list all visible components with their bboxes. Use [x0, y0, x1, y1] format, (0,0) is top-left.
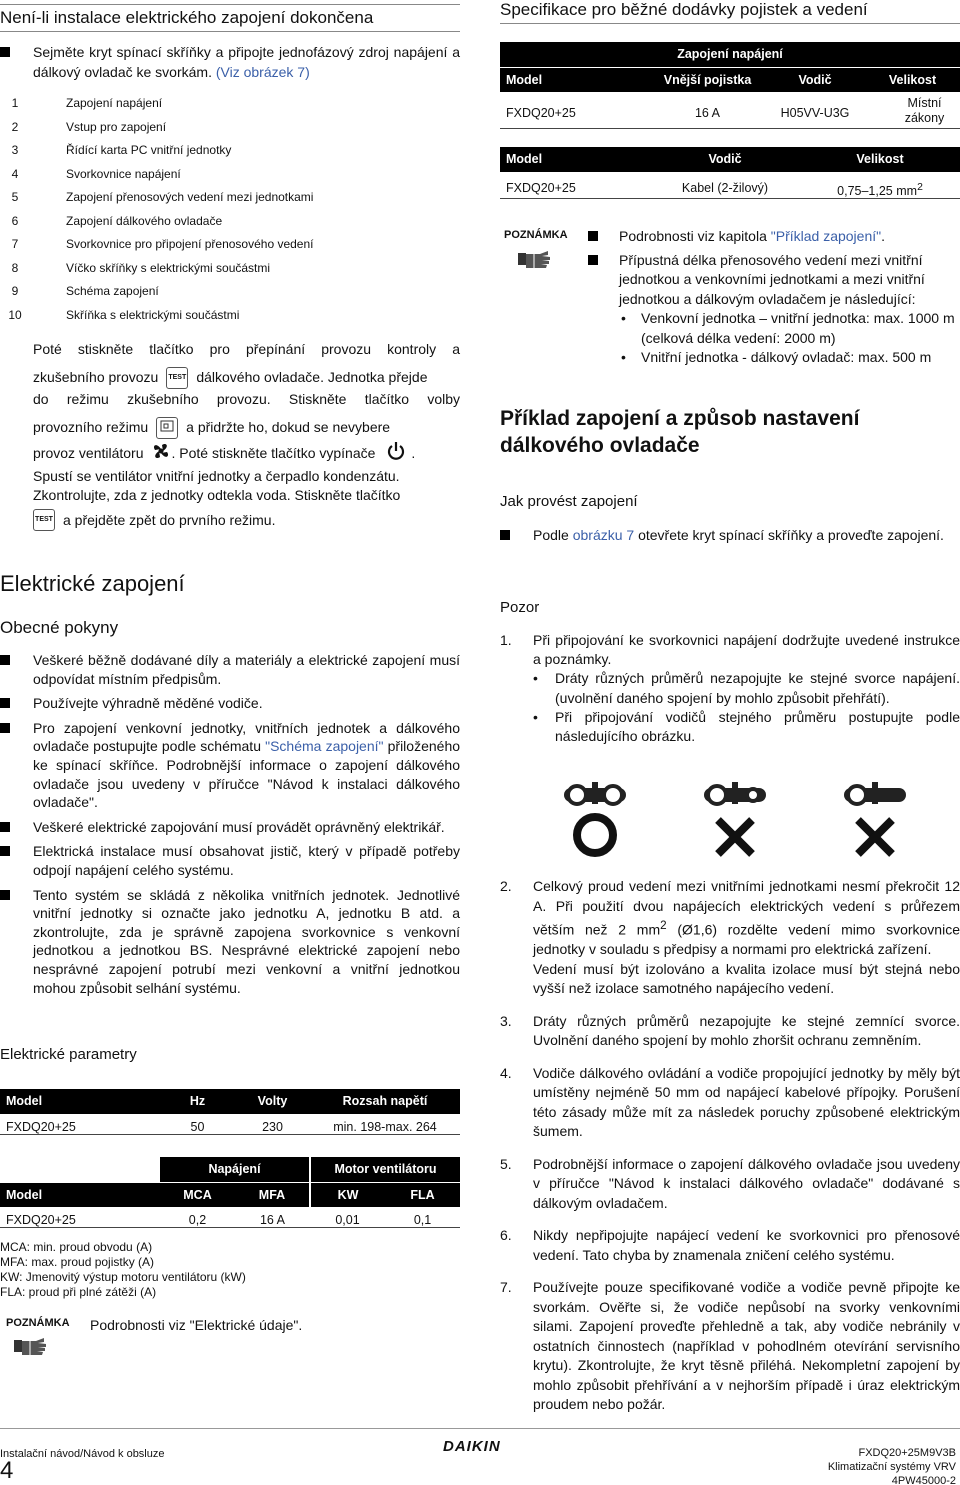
left-column — [0, 0, 461, 1333]
legend-item: Řídící karta PC vnitřní jednotky — [66, 143, 232, 157]
table-header: Model — [0, 1089, 160, 1114]
steps-ordered-list — [500, 877, 960, 1415]
table-group-header: Motor ventilátoru — [310, 1157, 460, 1182]
para-text: provozního režimu — [33, 419, 149, 436]
table-cell: Kabel (2-žilový) — [681, 180, 769, 195]
bullet-text: Podle — [533, 527, 569, 543]
para-text: zkušebního provozu — [33, 369, 159, 386]
bullet-dot: • — [621, 349, 626, 365]
general-heading: Obecné pokyny — [0, 618, 119, 637]
step-text: Podrobnější informace o zapojení dálkového ovladače jsou uvedeny v příručce "Návod k instalaci dálkového ovladače" dodávané s dálkovým ovladačem. — [533, 1155, 960, 1211]
title-rule — [500, 23, 960, 24]
step-item — [500, 1012, 960, 1051]
legend-number: 7 — [11, 237, 19, 251]
table-cell: 0,2 — [188, 1213, 207, 1227]
step-item — [500, 1155, 960, 1214]
sub-bullet — [619, 309, 960, 348]
bullet-square — [588, 231, 598, 241]
legend-number: 8 — [11, 260, 19, 275]
bullet-text: Elektrická instalace musí obsahovat jistič, který v případě potřeby odpojí napájení celého systému. — [33, 843, 460, 878]
bullet-text: Tento systém se skládá z několika vnitřních jednotek. Jednotlivé vnitřní jednotky si označte jako jednotku A, jednotku B atd. a zkontrolujte, zda je správně zapojena svorkovnice s venkovní jednotkou a jednotkou BS. Nesprávné elektrické zapojení nebo nesprávné zapojení potrubí mezi venkovní a vnitřní jednotkou mohou způsobit selhání systému. — [33, 886, 460, 996]
para-line: Spustí se ventilátor vnitřní jednotky a čerpadlo kondenzátu. — [33, 468, 400, 484]
bullet-item — [588, 227, 960, 247]
step-text: Celkový proud vedení mezi vnitřními jednotkami nesmí překročit 12 A. Při použití dvou napájecích elektrických vedení s průřezem větším než 2 mm — [533, 878, 960, 938]
step-number: 6. — [500, 1227, 512, 1244]
table-cell: 230 — [262, 1119, 283, 1134]
legend-number: 2 — [11, 119, 19, 134]
table-header-row — [500, 67, 960, 92]
bullet-text: Podrobnosti viz kapitola — [619, 228, 767, 244]
sub-bullet — [533, 669, 960, 707]
table-group-header: Zapojení napájení — [500, 42, 960, 67]
terminal-diagram-correct — [560, 780, 630, 864]
legend-number: 10 — [8, 307, 22, 322]
para-text: a přidržte ho, dokud se nevybere — [186, 419, 391, 436]
step-text: Dráty různých průměrů nezapojujte ke stejné zemnící svorce. Uvolnění daného spojení by mohlo zhoršit ochranu zemněním. — [533, 1012, 960, 1049]
step-item — [500, 1278, 960, 1415]
bullet-dot: • — [533, 670, 538, 687]
terminal-diagram-wrong-2 — [840, 780, 910, 864]
daikin-logo: DAIKIN — [443, 1438, 501, 1455]
bullet-square — [0, 846, 10, 856]
table-header-row — [0, 1089, 460, 1114]
para-text: dálkového ovladače. Jednotka přejde — [196, 369, 428, 386]
bullet-text: otevřete kryt spínací skříňky a proveďte zapojení. — [638, 527, 944, 543]
table-cell: Místní zákony — [904, 96, 945, 125]
general-bullets — [0, 651, 460, 997]
step-number: 7. — [500, 1279, 512, 1296]
figure-link[interactable]: obrázku 7 — [572, 527, 635, 543]
bullet-item — [0, 719, 460, 812]
para-line — [33, 440, 460, 467]
params-heading: Elektrické parametry — [0, 1046, 137, 1063]
legend-number: 1 — [11, 96, 19, 110]
power-table — [0, 1157, 460, 1234]
table-cell: 0,1 — [413, 1213, 432, 1227]
test-button-icon — [166, 367, 188, 389]
para-line — [33, 505, 460, 535]
test-icon-label: TEST — [168, 373, 187, 381]
bullet-text: Veškeré elektrické zapojování musí provádět oprávněný elektrikář. — [33, 818, 445, 835]
electrical-heading: Elektrické zapojení — [0, 571, 185, 596]
bullet-text: Přípustná délka přenosového vedení mezi vnitřní jednotkou a venkovními jednotkami a mezi vnitřní jednotkou a dálkovým ovladačem je následující: — [619, 251, 925, 307]
intro-text: Sejměte kryt spínací skříňky a připojte jednofázový zdroj napájení a dálkový ovladač ke svorkám. — [33, 44, 460, 80]
step-text: Při připojování ke svorkovnici napájení dodržujte uvedené instrukce a poznámky. — [533, 632, 960, 668]
legend-item: Zapojení napájení — [66, 96, 163, 110]
superscript: 2 — [917, 181, 923, 193]
table-cell: 0,01 — [335, 1213, 360, 1227]
bullet-dot: • — [533, 708, 538, 725]
table-cell: FXDQ20+25 — [506, 180, 576, 195]
cable-table — [500, 147, 960, 204]
abbr-line: MFA: max. proud pojistky (A) — [0, 1255, 155, 1269]
bullet-item — [0, 842, 460, 879]
title-rule — [0, 31, 460, 32]
legend-number: 6 — [11, 213, 19, 228]
step-item — [500, 631, 960, 746]
mode-select-icon — [156, 417, 178, 439]
table-cell: FXDQ20+25 — [6, 1119, 76, 1134]
bullet-item — [0, 694, 460, 713]
steps-list — [500, 877, 960, 1428]
sub-text: Vnitřní jednotka - dálkový ovladač: max. 500 m — [641, 349, 932, 365]
table-header: Model — [500, 147, 650, 172]
big-heading: Příklad zapojení a způsob nastavení dálkového ovladače — [500, 407, 860, 458]
table-cell: 16 A — [694, 106, 721, 121]
table-cell: 16 A — [259, 1213, 286, 1227]
legend-number: 3 — [11, 143, 19, 157]
table-header: Volty — [235, 1089, 310, 1114]
fuse-table — [500, 42, 960, 130]
bullet-square — [0, 698, 10, 708]
para-text: provoz ventilátoru — [33, 445, 144, 462]
bullet-text: Používejte výhradně měděné vodiče. — [33, 695, 263, 712]
step-1 — [500, 631, 960, 746]
sub-bullet — [533, 708, 960, 746]
bullet-dot: • — [621, 310, 626, 326]
legend-item: Skříňka s elektrickými součástmi — [66, 307, 240, 322]
example-link[interactable]: "Příklad zapojení" — [770, 228, 882, 244]
table-header: Vnější pojistka — [650, 67, 765, 92]
table-cell: FXDQ20+25 — [506, 106, 576, 121]
bullet-item — [0, 886, 460, 998]
table-header: Vodič — [650, 147, 800, 172]
abbr-line: FLA: proud při plné zátěži (A) — [0, 1285, 157, 1299]
para-text: . — [411, 445, 416, 462]
bullet-text: Pro zapojení venkovní jednotky, vnitřních jednotek a dálkového ovladače postupujte podle schématu — [33, 719, 460, 755]
sub-text: Venkovní jednotka – vnitřní jednotka: max. 1000 m (celková délka vedení: 2000 m) — [641, 310, 955, 346]
table-header: Model — [0, 1182, 160, 1207]
table-header: FLA — [385, 1182, 460, 1207]
legend-number: 5 — [11, 190, 19, 204]
para-line: Zkontrolujte, zda z jednotky odtekla voda. Stiskněte tlačítko — [33, 487, 401, 503]
abbr-line: MCA: min. proud obvodu (A) — [0, 1240, 153, 1254]
step-number: 3. — [500, 1012, 512, 1029]
test-button-icon — [33, 509, 55, 531]
table-row — [500, 172, 960, 205]
step-text: Vodiče dálkového ovládání a vodiče propojující jednotky by měly být umístěny nejméně 50 mm od napájecí kabelové přípojky. Porušení této zásady může mít za následek poruchy způsobené elektrickým šumem. — [533, 1064, 960, 1140]
bullet-text: přiloženého ke spínací skříňce. Podrobnější informace o zapojení dálkového ovladače jsou uvedeny v příručce "Návod k instalaci dálkového ovladače". — [33, 738, 461, 811]
footer-rule — [0, 1428, 960, 1429]
table-cell: FXDQ20+25 — [6, 1213, 76, 1227]
test-icon-label: TEST — [35, 516, 53, 523]
sub-bullet — [619, 348, 960, 368]
superscript: 2 — [660, 919, 667, 932]
para-line: Poté stiskněte tlačítko pro přepínání provozu kontroly a — [33, 341, 460, 357]
table-header-row — [0, 1182, 460, 1207]
legend-item: Zapojení dálkového ovladače — [66, 213, 223, 228]
power-icon — [385, 440, 407, 466]
para-text: . Poté stiskněte tlačítko vypínače — [171, 445, 376, 462]
table-row — [0, 1114, 460, 1141]
table-header: Velikost — [800, 147, 960, 172]
note-text: Podrobnosti viz "Elektrické údaje". — [90, 1317, 303, 1333]
para-text: a přejděte zpět do prvního režimu. — [63, 511, 276, 528]
table-header: MFA — [235, 1182, 310, 1207]
page-number: 4 — [0, 1457, 14, 1484]
bullet-item — [0, 818, 460, 837]
table-cell: min. 198-max. 264 — [333, 1119, 437, 1134]
bullet-item — [588, 251, 960, 368]
legend-item: Vstup pro zapojení — [66, 119, 167, 134]
step-text: Používejte pouze specifikované vodiče a vodiče pevně připojte ke svorkám. Ověřte si, že vodiče nepůsobí na svorky venkovními silami. Zapojení proveďte přehledně a tak, aby vodiče nebránily v ostatních činnostech (například v pohodlném otevírání servisního krytu). Zkontrolujte, že kryt těsně přiléhá. Nekompletní zapojení by mohlo způsobit přehřívání a v nejhorším případě i úraz elektrickým proudem nebo požár. — [533, 1279, 960, 1413]
step-text: Nikdy nepřipojujte napájecí vedení ke svorkovnici pro přenosové vedení. Tato chyba by znamenala zničení celého systému. — [533, 1227, 960, 1263]
legend-item: Víčko skříňky s elektrickými součástmi — [66, 260, 271, 275]
bullet-square — [0, 723, 10, 733]
test-run-paragraph — [33, 340, 460, 535]
bullet-square — [500, 530, 510, 540]
table-header: Vodič — [765, 67, 865, 92]
step-item — [500, 1226, 960, 1265]
table-group-header: Napájení — [160, 1157, 310, 1182]
step-number: 2. — [500, 878, 512, 894]
step-item — [500, 877, 960, 999]
note-label: POZNÁMKA — [6, 1317, 70, 1329]
how-heading: Jak provést zapojení — [500, 493, 638, 510]
terminal-diagram-wrong-1 — [700, 780, 770, 864]
top-rule — [0, 4, 460, 5]
legend-number: 4 — [11, 166, 19, 181]
step-item — [500, 1064, 960, 1142]
table-group-row — [500, 42, 960, 67]
bullet-text: . — [881, 228, 885, 244]
table-rule — [0, 1134, 460, 1135]
table-rule — [500, 128, 960, 129]
legend-item: Zapojení přenosových vedení mezi jednotkami — [66, 190, 314, 204]
table-header: Model — [500, 67, 650, 92]
electrical-params-table — [0, 1089, 460, 1140]
step-text: (Ø1,6) rozdělte vedení mimo svorkovnice jednotky v souladu s předpisy a normami pro elektrická zařízení. — [533, 921, 960, 958]
legend-item: Svorkovnice napájení — [66, 166, 181, 181]
bullet-item — [0, 651, 460, 688]
table-header: Hz — [160, 1089, 235, 1114]
table-group-row — [0, 1157, 460, 1182]
table-header: MCA — [160, 1182, 235, 1207]
legend-number: 9 — [11, 284, 19, 298]
section-title: Není-li instalace elektrického zapojení dokončena — [0, 8, 374, 27]
sub-text: Při připojování vodičů stejného průměru postupujte podle následujícího obrázku. — [555, 708, 960, 745]
table-rule — [500, 198, 960, 199]
table-header: KW — [310, 1182, 385, 1207]
para-line — [33, 365, 460, 390]
bullet-square — [0, 822, 10, 832]
size-value: 0,75–1,25 mm — [837, 183, 918, 198]
abbreviations — [0, 1240, 246, 1300]
para-line — [33, 415, 460, 440]
fan-icon — [150, 440, 172, 466]
legend-item: Svorkovnice pro připojení přenosového vedení — [66, 237, 314, 251]
note-bullets — [588, 227, 960, 368]
footer-manual: Instalační návod/Návod k obsluze — [0, 1448, 165, 1460]
figure-link[interactable]: (Viz obrázek 7) — [215, 64, 310, 80]
table-header-row — [500, 147, 960, 172]
right-column — [500, 0, 960, 1413]
step-text: Vedení musí být izolováno a kvalita izolace musí být stejná nebo vyšší než izolace samotného napájecího vedení. — [533, 960, 960, 997]
bullet-square — [588, 255, 598, 265]
section-title: Specifikace pro běžné dodávky pojistek a vedení — [500, 0, 868, 19]
bullet-square — [0, 890, 10, 900]
note-hand-icon — [518, 247, 552, 275]
abbr-line: KW: Jmenovitý výstup motoru ventilátoru (kW) — [0, 1270, 246, 1284]
schema-link[interactable]: "Schéma zapojení" — [265, 738, 384, 755]
table-row — [0, 1207, 460, 1234]
bullet-square — [0, 655, 10, 665]
step-number: 1. — [500, 632, 512, 648]
table-cell: H05VV-U3G — [780, 106, 850, 121]
note-label: POZNÁMKA — [504, 229, 568, 241]
table-header-empty — [0, 1157, 160, 1182]
caution-heading: Pozor — [500, 599, 540, 616]
footer-code: 4PW45000-2 — [891, 1475, 956, 1485]
sub-text: Dráty různých průměrů nezapojujte ke stejné svorce napájení. (uvolnění daného spojení by mohlo způsobit přehřátí). — [555, 670, 960, 706]
how-bullet — [500, 526, 960, 545]
legend-item: Schéma zapojení — [66, 284, 159, 298]
para-line: do režimu zkušebního provozu. Stiskněte tlačítko volby — [33, 391, 460, 407]
intro-bullet — [0, 42, 460, 82]
bullet-text: Veškeré běžně dodávané díly a materiály a elektrické zapojení musí odpovídat místním předpisům. — [33, 652, 460, 687]
footer-model: FXDQ20+25M9V3B — [858, 1447, 956, 1459]
table-cell: 50 — [190, 1119, 205, 1134]
table-header: Velikost — [865, 67, 960, 92]
step-number: 4. — [500, 1064, 512, 1081]
table-header: Rozsah napětí — [310, 1089, 460, 1114]
bullet-square — [0, 47, 10, 57]
table-rule — [0, 1227, 460, 1228]
table-cell — [800, 172, 960, 205]
table-row — [500, 92, 960, 130]
footer-system: Klimatizační systémy VRV — [827, 1461, 956, 1473]
note-hand-icon — [14, 1334, 48, 1362]
step-number: 5. — [500, 1155, 512, 1172]
